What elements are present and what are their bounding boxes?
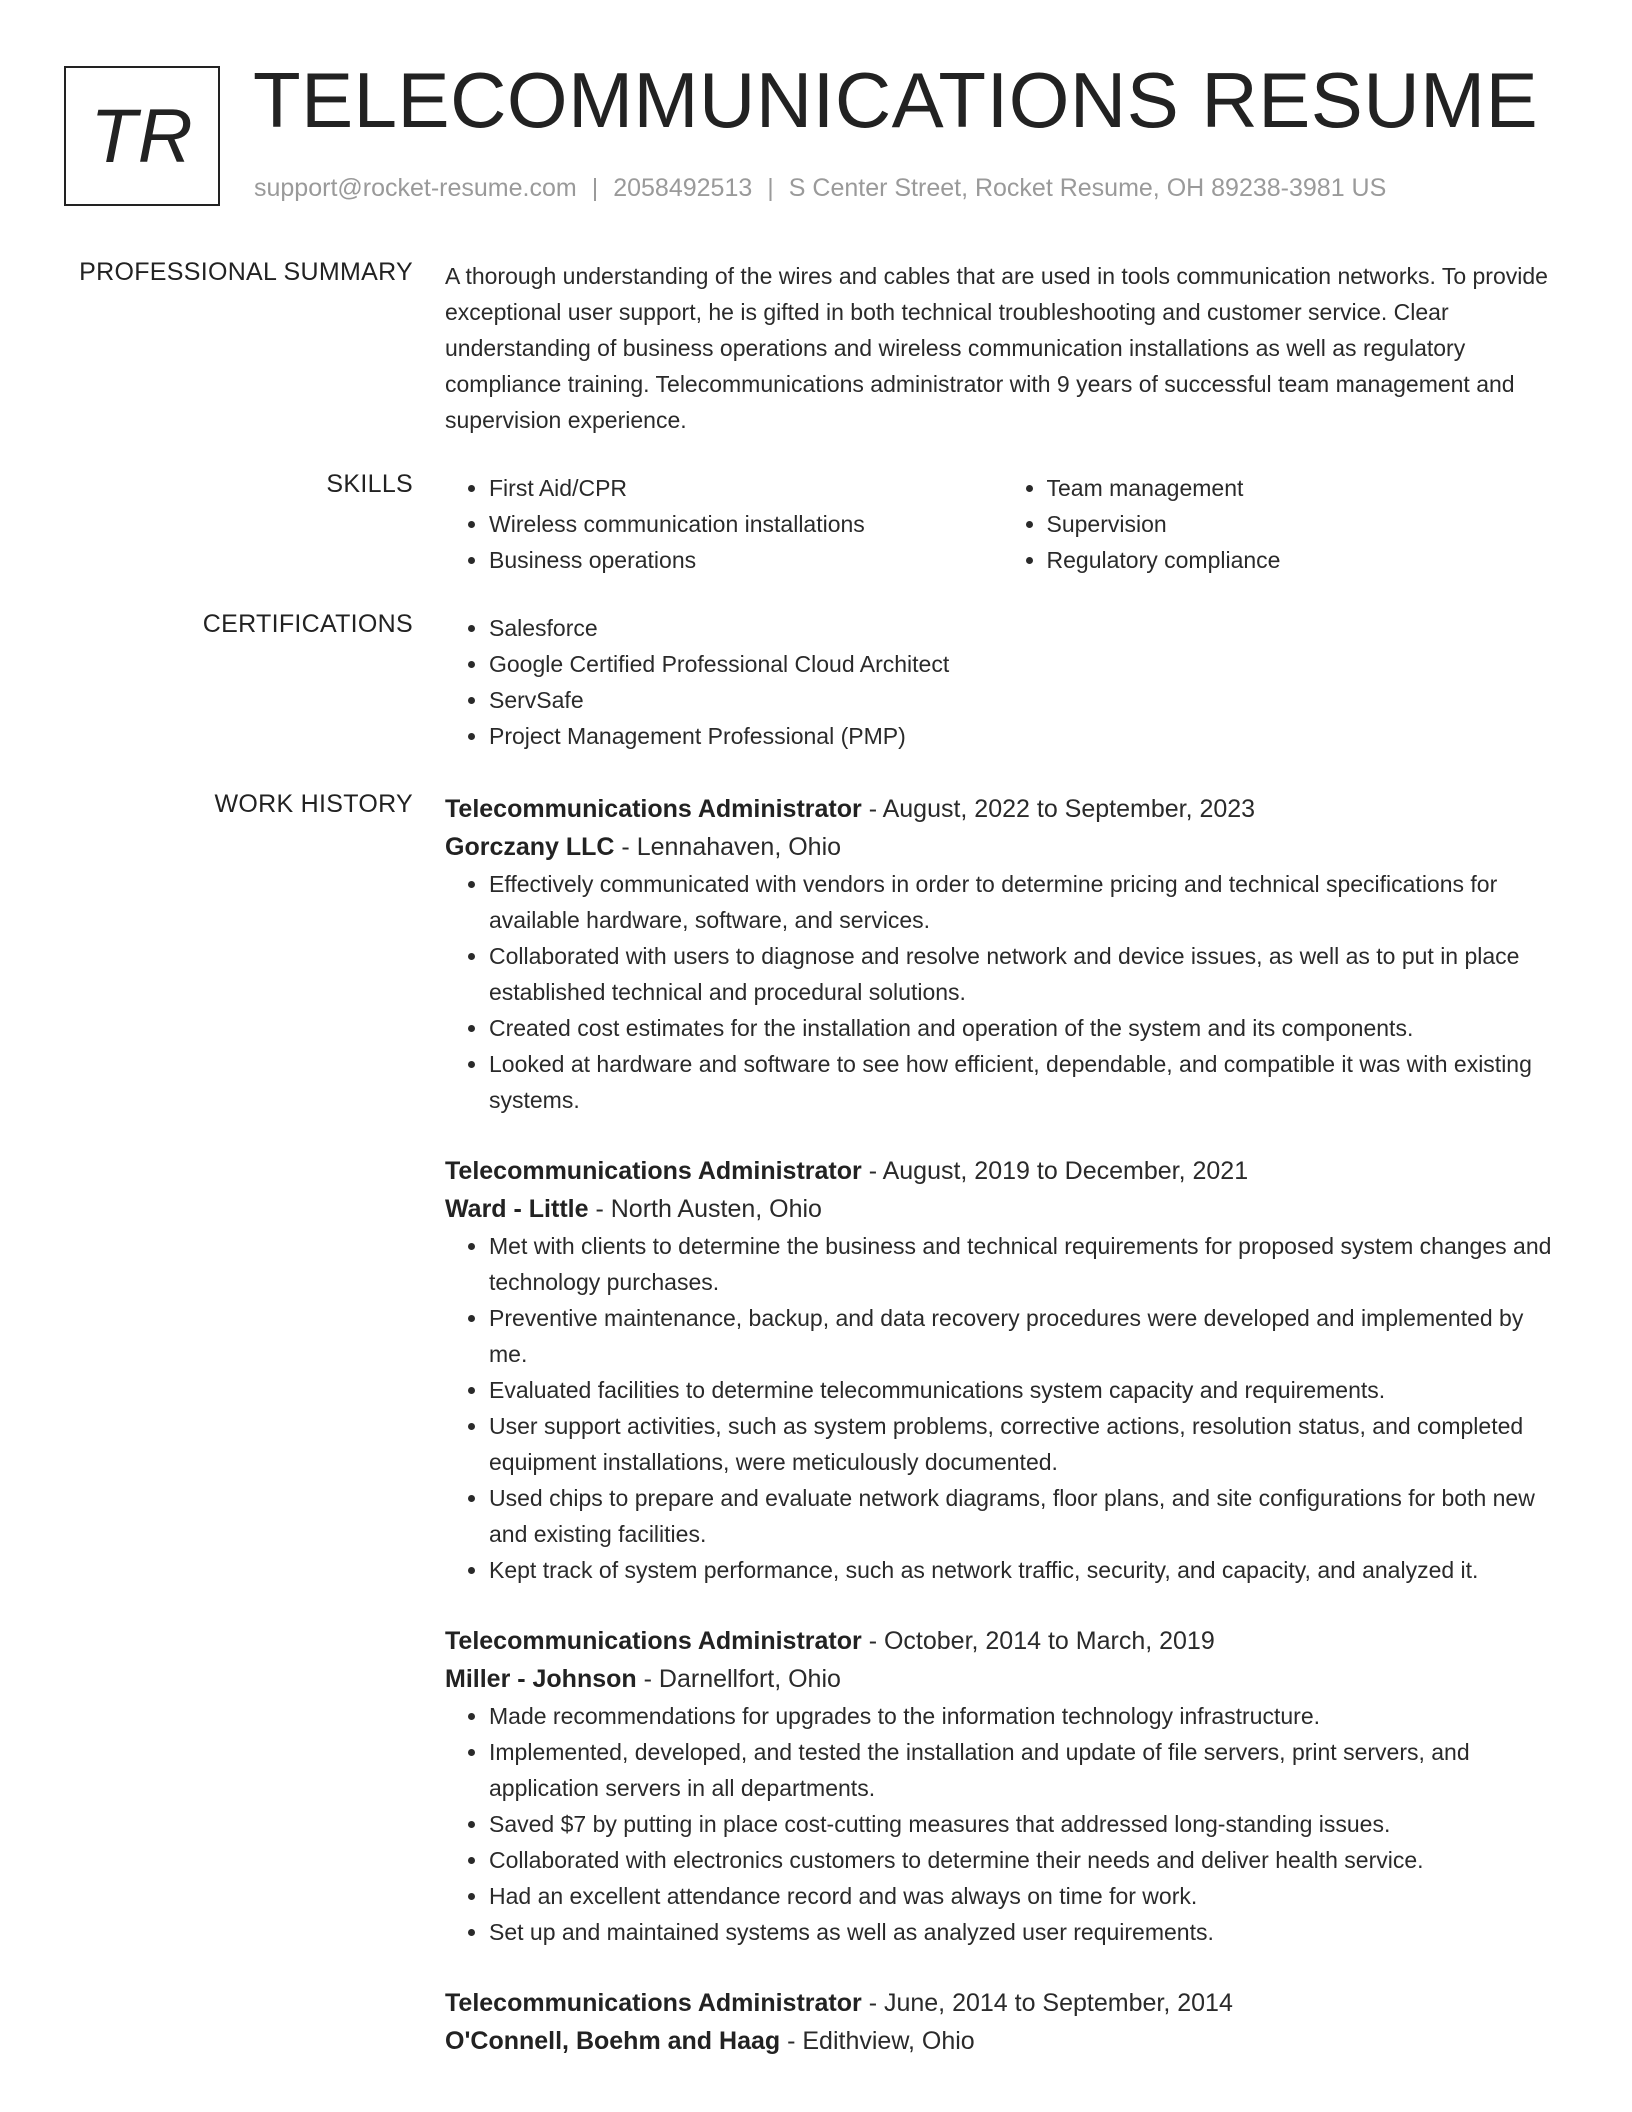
section-heading-certifications: CERTIFICATIONS xyxy=(202,610,413,638)
job-entry xyxy=(445,1622,1560,1950)
certification-item: • Google Certified Professional Cloud Architect xyxy=(489,646,1560,682)
job-bullet: • Saved $7 by putting in place cost-cutting measures that addressed long-standing issues. xyxy=(489,1806,1560,1842)
summary-text: A thorough understanding of the wires and cables that are used in tools communication networks. To provide exceptional user support, he is gifted in both technical troubleshooting and customer service. Clear understanding of business operations and wireless communication installations as well as regulatory compliance training. Telecommunications administrator with 9 years of successful team management and supervision experience. xyxy=(445,263,1548,433)
job-location: - North Austen, Ohio xyxy=(588,1195,822,1223)
job-company-line xyxy=(445,2022,1560,2060)
certification-item: • Project Management Professional (PMP) xyxy=(489,718,1560,754)
summary-body xyxy=(445,258,1560,438)
monogram-logo: TR xyxy=(64,66,220,206)
contact-email: support@rocket-resume.com xyxy=(254,174,577,202)
job-bullets xyxy=(445,1228,1560,1588)
job-company-line xyxy=(445,828,1560,866)
job-title-line xyxy=(445,1152,1560,1190)
contact-phone: 2058492513 xyxy=(613,174,753,202)
section-heading-skills: SKILLS xyxy=(326,470,413,498)
certification-item: • ServSafe xyxy=(489,682,1560,718)
job-bullet: • Collaborated with users to diagnose and resolve network and device issues, as well as to put in place established technical and procedural solutions. xyxy=(489,938,1560,1010)
contact-address: S Center Street, Rocket Resume, OH 89238-3981 US xyxy=(788,174,1387,202)
job-location: - Edithview, Ohio xyxy=(780,2027,975,2055)
certifications-body xyxy=(445,610,1560,754)
job-title-line xyxy=(445,1622,1560,1660)
skill-item: • Wireless communication installations xyxy=(489,506,1003,542)
job-bullet: • Had an excellent attendance record and was always on time for work. xyxy=(489,1878,1560,1914)
job-bullet: • User support activities, such as system problems, corrective actions, resolution status, and completed equipment installations, were meticulously documented. xyxy=(489,1408,1560,1480)
section-heading-summary: PROFESSIONAL SUMMARY xyxy=(79,258,413,286)
job-title-line xyxy=(445,1984,1560,2022)
job-bullet: • Created cost estimates for the installation and operation of the system and its components. xyxy=(489,1010,1560,1046)
job-dates: - August, 2022 to September, 2023 xyxy=(861,795,1256,823)
certification-item: • Salesforce xyxy=(489,610,1560,646)
job-entry xyxy=(445,1152,1560,1588)
job-company: Ward - Little xyxy=(445,1195,589,1223)
job-bullets xyxy=(445,866,1560,1118)
job-entry xyxy=(445,1984,1560,2060)
contact-separator: | xyxy=(767,174,774,202)
skill-item: • Regulatory compliance xyxy=(1047,542,1561,578)
job-bullet: • Implemented, developed, and tested the installation and update of file servers, print servers, and application servers in all departments. xyxy=(489,1734,1560,1806)
job-title: Telecommunications Administrator xyxy=(445,795,862,823)
skill-item: • Business operations xyxy=(489,542,1003,578)
job-bullet: • Set up and maintained systems as well as analyzed user requirements. xyxy=(489,1914,1560,1950)
job-dates: - August, 2019 to December, 2021 xyxy=(861,1157,1249,1185)
job-bullet: • Collaborated with electronics customers to determine their needs and deliver health service. xyxy=(489,1842,1560,1878)
skill-item: • Supervision xyxy=(1047,506,1561,542)
skills-column-1 xyxy=(445,470,1003,578)
job-company: Miller - Johnson xyxy=(445,1665,637,1693)
contact-separator: | xyxy=(591,174,599,202)
contact-line xyxy=(254,174,1386,203)
job-bullets xyxy=(445,1698,1560,1950)
job-bullet: • Kept track of system performance, such as network traffic, security, and capacity, and analyzed it. xyxy=(489,1552,1560,1588)
job-title: Telecommunications Administrator xyxy=(445,1157,862,1185)
skills-column-2 xyxy=(1003,470,1561,578)
job-bullet: • Met with clients to determine the business and technical requirements for proposed system changes and technology purchases. xyxy=(489,1228,1560,1300)
job-location: - Lennahaven, Ohio xyxy=(614,833,842,861)
job-title-line xyxy=(445,790,1560,828)
skill-item: • Team management xyxy=(1047,470,1561,506)
job-entry xyxy=(445,790,1560,1118)
job-company-line xyxy=(445,1190,1560,1228)
skill-item: • First Aid/CPR xyxy=(489,470,1003,506)
job-bullet: • Used chips to prepare and evaluate network diagrams, floor plans, and site configurations for both new and existing facilities. xyxy=(489,1480,1560,1552)
job-bullet: • Evaluated facilities to determine telecommunications system capacity and requirements. xyxy=(489,1372,1560,1408)
job-dates: - June, 2014 to September, 2014 xyxy=(861,1989,1233,2017)
certifications-list xyxy=(445,610,1560,754)
job-dates: - October, 2014 to March, 2019 xyxy=(861,1627,1215,1655)
job-bullet: • Made recommendations for upgrades to the information technology infrastructure. xyxy=(489,1698,1560,1734)
job-location: - Darnellfort, Ohio xyxy=(636,1665,841,1693)
job-company: Gorczany LLC xyxy=(445,833,615,861)
skills-body xyxy=(445,470,1560,578)
job-bullet: • Effectively communicated with vendors in order to determine pricing and technical specifications for available hardware, software, and services. xyxy=(489,866,1560,938)
job-bullet: • Preventive maintenance, backup, and data recovery procedures were developed and implemented by me. xyxy=(489,1300,1560,1372)
resume-title: TELECOMMUNICATIONS RESUME xyxy=(253,56,1539,144)
work-history-body xyxy=(445,790,1560,2094)
job-title: Telecommunications Administrator xyxy=(445,1627,862,1655)
section-heading-work-history: WORK HISTORY xyxy=(214,790,413,818)
job-company-line xyxy=(445,1660,1560,1698)
job-bullet: • Looked at hardware and software to see how efficient, dependable, and compatible it was with existing systems. xyxy=(489,1046,1560,1118)
job-company: O'Connell, Boehm and Haag xyxy=(445,2027,781,2055)
job-title: Telecommunications Administrator xyxy=(445,1989,862,2017)
